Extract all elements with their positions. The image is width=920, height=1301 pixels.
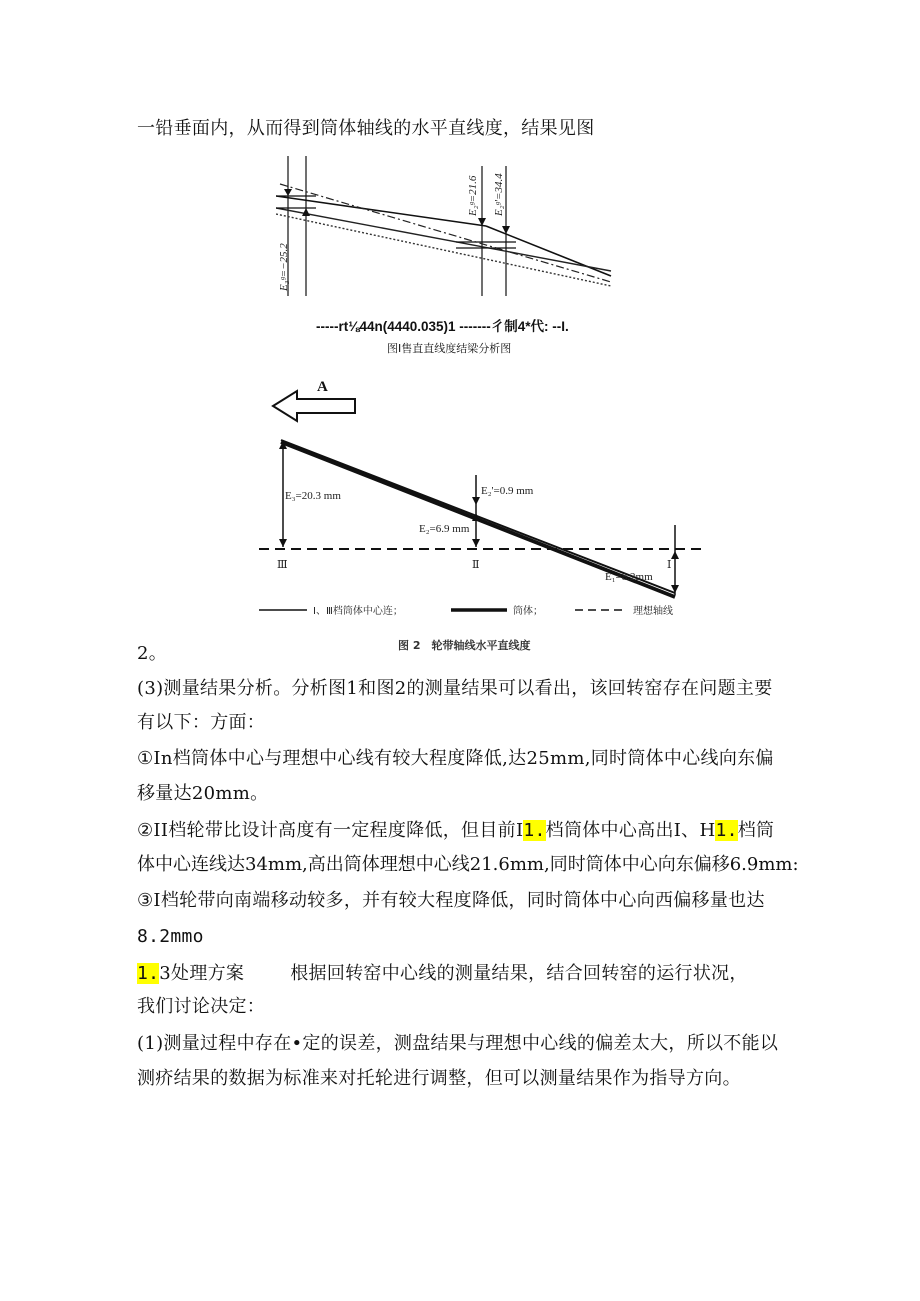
fig2-label-e1: E₁=8.2mm (605, 571, 653, 583)
section-heading (137, 963, 748, 985)
fig2-label-e2p: E₂'=0.9 mm (481, 485, 534, 497)
item2-text-a: ②II档轮带比设计高度有一定程度降低，但目前I (137, 820, 524, 841)
figure1-diagram (276, 156, 614, 296)
analysis-line-1: (3)测量结果分析。分析图1和图2的测量结果可以看出，该回转窑存在问题主要 (137, 678, 773, 699)
legend-dashed-label: 理想轴线 (633, 606, 673, 617)
fig1-dashdot-line (280, 184, 611, 282)
fig2-station-mid: Ⅱ (472, 559, 480, 571)
fig2-arrow-label: A (317, 379, 328, 395)
item3-line-1: ③I档轮带向南端移动较多，并有较大程度降低，同时筒体中心向西偏移量也达 (137, 890, 765, 911)
section-text: 根据回转窑中心线的测量结果，结合回转窑的运行状况， (290, 963, 748, 984)
item1-line-2: 移量达20mm。 (137, 783, 269, 804)
fig2-arrowhead-6 (671, 551, 679, 559)
fig2-station-left: Ⅲ (277, 559, 288, 571)
figure1-caption-garbled: -----rt⅛44n(4440.035)1 -------彳制4*代: --I. (316, 319, 569, 334)
fig2-label-e3: E₃=20.3 mm (285, 490, 341, 502)
fig1-solid-line (276, 208, 611, 271)
analysis-line-2: 有以下：方面： (137, 712, 266, 733)
item2-text-e: 档筒 (737, 820, 775, 841)
fig2-arrowhead-4 (472, 539, 480, 547)
item1-line-1: ①In档筒体中心与理想中心线有较大程度降低,达25mm,同时筒体中心线向东偏 (137, 748, 774, 769)
item2-highlight-1: 1. (523, 820, 546, 841)
item2-line-2: 体中心连线达34mm,高出筒体理想中心线21.6mm,同时筒体中心向东偏移6.9mm: (137, 854, 799, 875)
fig2-station-right: Ⅰ (667, 559, 672, 571)
item2-highlight-2: 1. (715, 820, 738, 841)
proc-line-1: (1)测量过程中存在•定的误差，测盘结果与理想中心线的偏差太大，所以不能以 (137, 1033, 779, 1054)
section-line-2: 我们讨论决定： (137, 996, 266, 1017)
fig2-arrowhead-3 (472, 497, 480, 505)
item2-text-c: 档筒体中心高出I、H (545, 820, 716, 841)
proc-line-2: 测疥结果的数据为标准来对托轮进行调整，但可以测量结果作为指导方向。 (137, 1068, 741, 1089)
item3-line-2: 8.2mmo (137, 926, 204, 947)
section-number-highlight: 1. (137, 963, 160, 984)
legend-thin-label: Ⅰ、Ⅲ档筒体中心连； (313, 606, 403, 617)
legend-thick-label: 筒体； (513, 606, 543, 617)
fig1-label-mid2: E₂ᵍ'=34.4 (493, 173, 505, 216)
figure1-caption: 图Ⅰ售直直线度结梁分析图 (387, 342, 512, 355)
figure-reference: 2。 (137, 643, 168, 664)
fig1-label-mid1: E₂ᵍ=21.6 (467, 175, 479, 216)
fig2-arrowhead-2 (279, 539, 287, 547)
fig1-arrow-4 (302, 208, 310, 216)
fig2-label-e2: E₂=6.9 mm (419, 523, 470, 535)
figure2-caption: 图 2 轮带轴线水平直线度 (398, 639, 531, 652)
fig1-dotted-line (276, 214, 611, 286)
section-title: 3处理方案 (159, 963, 245, 984)
figure2-diagram (255, 375, 715, 640)
intro-line: 一铅垂面内，从而得到筒体轴线的水平直线度，结果见图 (137, 118, 595, 139)
fig1-arrow-3 (284, 189, 292, 196)
direction-arrow-icon (273, 391, 355, 421)
item2-line-1 (137, 820, 774, 842)
fig1-label-left: E₃ᵍ=−25.2 (278, 243, 290, 291)
